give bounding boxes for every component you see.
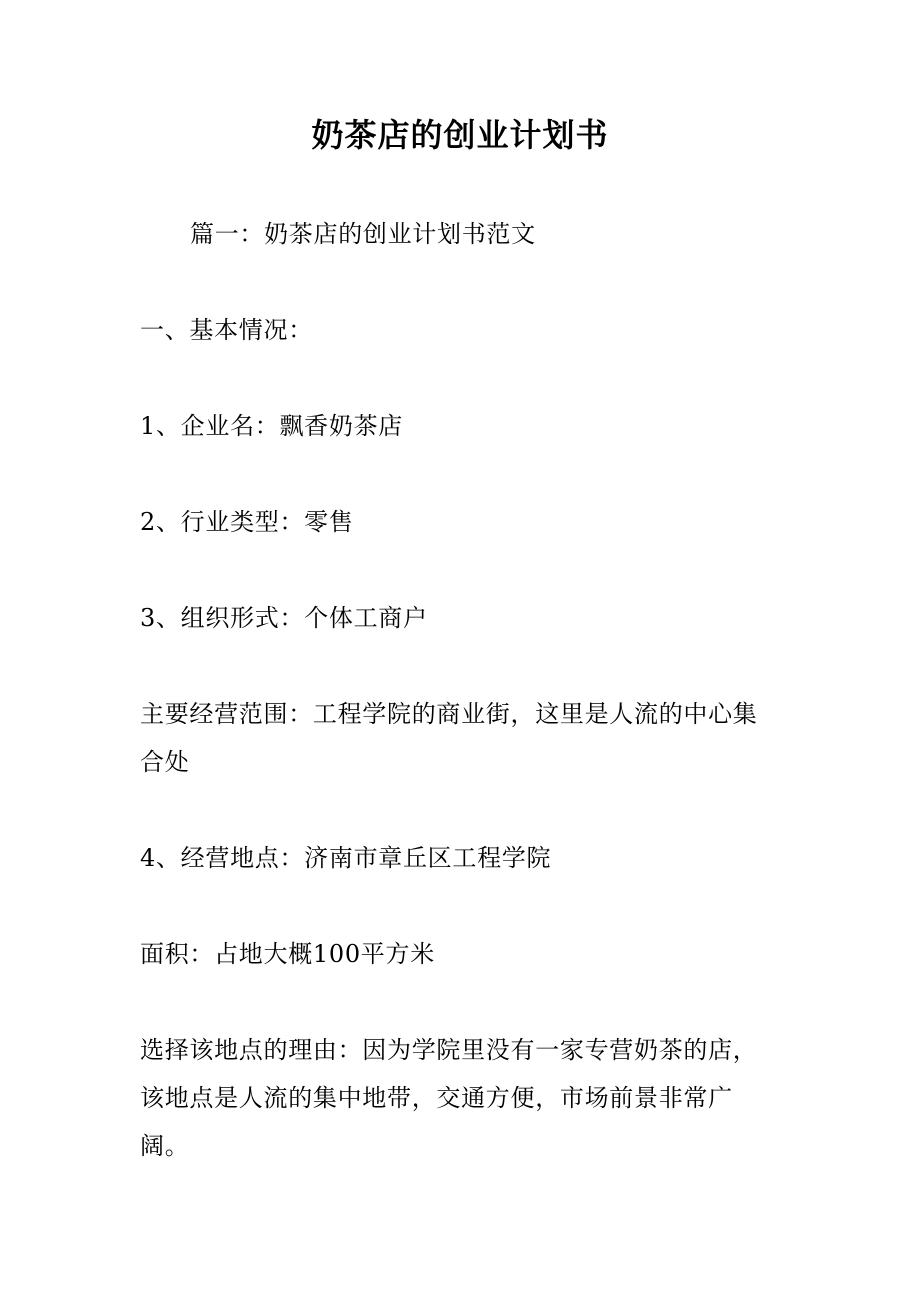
document-title: 奶茶店的创业计划书	[311, 116, 609, 154]
paragraph-location-reason: 选择该地点的理由：因为学院里没有一家专营奶茶的店，该地点是人流的集中地带，交通方便，市场前景非常广阔。	[140, 1036, 758, 1160]
paragraph-industry: 2、行业类型：零售	[140, 508, 354, 536]
paragraph-organization: 3、组织形式：个体工商户	[140, 604, 428, 632]
paragraph-business-scope: 主要经营范围：工程学院的商业街，这里是人流的中心集合处	[140, 700, 758, 776]
section-heading: 一、基本情况：	[140, 316, 313, 344]
subtitle: 篇一：奶茶店的创业计划书范文	[190, 220, 536, 248]
paragraph-company-name: 1、企业名：飘香奶茶店	[140, 412, 403, 440]
paragraph-location: 4、经营地点：济南市章丘区工程学院	[140, 844, 552, 872]
paragraph-area: 面积：占地大概100平方米	[140, 940, 435, 968]
